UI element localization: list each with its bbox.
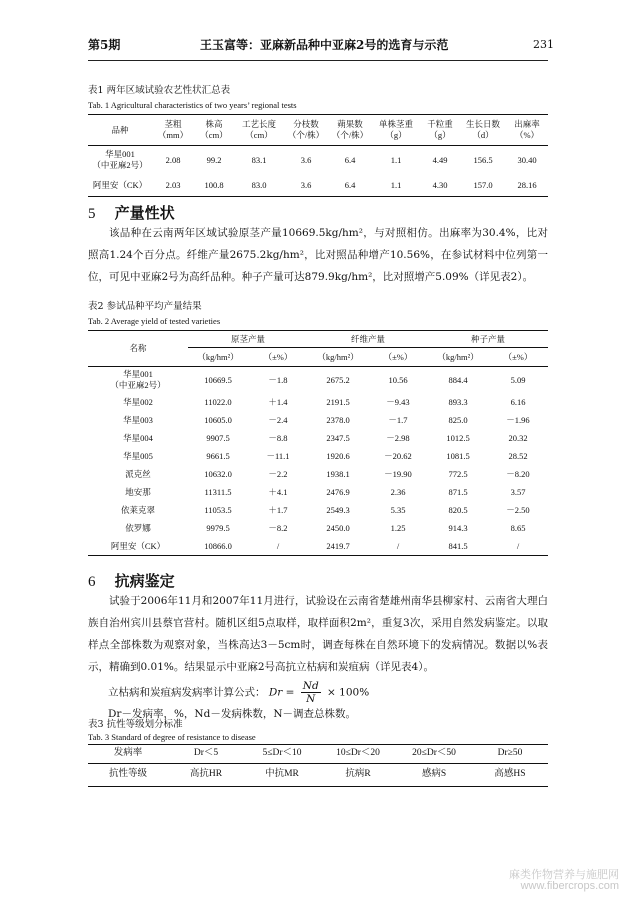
table-row — [88, 411, 548, 429]
table2-cell: 2347.5 — [326, 432, 350, 443]
table1-cell: 1.1 — [390, 179, 402, 190]
table1-cell: 4.30 — [432, 179, 448, 190]
table2-name-cell: 华星002 — [123, 396, 153, 407]
table1-header-row — [88, 115, 548, 146]
table3-cell: 10≤Dr＜20 — [320, 745, 396, 764]
section6-number: 6 — [88, 574, 96, 590]
table2-cell: 10.56 — [388, 374, 408, 385]
formula-lhs: Dr = — [268, 686, 295, 699]
table2-cell: 9907.5 — [206, 432, 230, 443]
table2-name-cell: 华星003 — [123, 414, 153, 425]
table2-name-cell: 华星005 — [123, 450, 153, 461]
table2-cell: 1012.5 — [446, 432, 470, 443]
section5-title: 产量性状 — [114, 204, 175, 222]
table2-cell: 1081.5 — [446, 450, 470, 461]
section5-body — [88, 222, 548, 288]
table1-cell: 6.4 — [344, 179, 356, 190]
table1-cell: 157.0 — [473, 179, 493, 190]
table2-cell: 884.4 — [448, 374, 468, 385]
table2-cell: 11311.5 — [204, 486, 232, 497]
watermark-url: www.fibercrops.com — [520, 880, 619, 892]
page-number: 231 — [533, 38, 554, 51]
table3 — [88, 744, 548, 787]
table2-cell: 10866.0 — [204, 540, 232, 551]
section6-body — [88, 590, 548, 678]
table1-cell: 99.2 — [206, 154, 222, 165]
table2-cell: 2419.7 — [326, 540, 350, 551]
table2-cell: 1920.6 — [326, 450, 350, 461]
table-row — [88, 764, 548, 787]
table3-row-label: 抗性等级 — [108, 769, 147, 780]
table3-cell: 抗病R — [345, 769, 371, 780]
table2-cell: 10632.0 — [204, 468, 232, 479]
table2-group-header: 原茎产量 — [188, 331, 308, 348]
table1-cell: 3.6 — [300, 154, 312, 165]
table2-cell: －1.7 — [388, 414, 408, 425]
table2-cell: 820.5 — [448, 504, 468, 515]
table2-subheader: （kg/hm²） — [317, 351, 359, 362]
table1-cell: 30.40 — [517, 154, 537, 165]
watermark-title: 麻类作物营养与施肥网 — [509, 868, 619, 881]
table2-caption-cn: 表2 参试品种平均产量结果 — [88, 301, 202, 312]
table-row — [88, 465, 548, 483]
table3-cell: 感病S — [421, 769, 447, 780]
section5-number: 5 — [88, 206, 96, 222]
table2-cell: / — [276, 540, 280, 551]
table2-cell: / — [396, 540, 400, 551]
table3-cell: Dr＜5 — [168, 745, 244, 764]
table2-cell: 10669.5 — [204, 374, 232, 385]
table1-header-cell: 出麻率 （%） — [514, 119, 540, 140]
table-row — [88, 745, 548, 764]
table1-header-cell: 株高 （cm） — [200, 119, 228, 140]
table-row — [88, 537, 548, 556]
table1-cell: 2.03 — [165, 179, 181, 190]
table1-cell: 2.08 — [165, 154, 181, 165]
table2-cell: －2.98 — [386, 432, 410, 443]
table2-subheader: （kg/hm²） — [197, 351, 239, 362]
table2-group-header: 纤维产量 — [308, 331, 428, 348]
section5-paragraph: 该品种在云南两年区域试验原茎产量10669.5kg/hm²，与对照相仿。出麻率为30.4%，比对照高1.24个百分点。纤维产量2675.2kg/hm²，比对照品种增产10.56%，在参试材料中位列第一位，可见中亚麻2号为高纤品种。种子产量可达879.9kg/hm²，比对照增产5.09%（详见表2）。 — [88, 227, 548, 283]
table2-subheader: （kg/hm²） — [437, 351, 479, 362]
table2-cell: －2.2 — [268, 468, 288, 479]
table3-cell: 高抗HR — [189, 769, 223, 780]
table2-cell: 1938.1 — [326, 468, 350, 479]
table2-cell: 1.25 — [390, 522, 406, 533]
table2-cell: 20.32 — [508, 432, 528, 443]
table2-cell: 893.3 — [448, 396, 468, 407]
table2-cell: 3.57 — [510, 486, 526, 497]
table2-cell: －11.1 — [266, 450, 290, 461]
table2-cell: 8.65 — [510, 522, 526, 533]
formula-line — [108, 680, 369, 705]
table-row — [88, 174, 548, 197]
table2-cell: 28.52 — [508, 450, 528, 461]
table1-cell: 83.0 — [251, 179, 267, 190]
table2-cell: －2.4 — [268, 414, 288, 425]
table2-name-cell: 派克丝 — [125, 468, 151, 479]
table1-header-cell: 单株茎重 （g） — [378, 119, 413, 140]
table-row — [88, 501, 548, 519]
table2-cell: 9661.5 — [206, 450, 230, 461]
table1-cell: 28.16 — [517, 179, 537, 190]
table1-cell: 100.8 — [204, 179, 224, 190]
running-title: 王玉富等：亚麻新品种中亚麻2号的选育与示范 — [200, 38, 449, 52]
issue-label: 第5期 — [88, 38, 121, 52]
formula-definition: Dr－发病率，%，Nd－发病株数，N－调查总株数。 — [108, 708, 357, 720]
table2-subheader: （±%） — [503, 351, 533, 362]
table1-header-cell: 品种 — [111, 124, 129, 135]
table1-header-cell: 蒴果数 （个/株） — [331, 119, 369, 140]
table1-header-cell: 千粒重 （g） — [427, 119, 453, 140]
header-rule — [88, 60, 548, 61]
table2-name-cell: 华星004 — [123, 432, 153, 443]
formula-rhs: × 100% — [327, 686, 370, 699]
table1-variety-cell: 阿里安（CK） — [92, 179, 148, 190]
table2-cell: / — [516, 540, 520, 551]
table2-cell: ＋1.7 — [268, 504, 288, 515]
table3-cell: 5≤Dr＜10 — [244, 745, 320, 764]
table2-cell: 10605.0 — [204, 414, 232, 425]
table2-cell: －1.96 — [506, 414, 530, 425]
table3-cell: 中抗MR — [265, 769, 299, 780]
table-row — [88, 447, 548, 465]
table2-cell: 2191.5 — [326, 396, 350, 407]
formula-fraction — [301, 680, 321, 705]
table2-group-row — [88, 331, 548, 348]
table1-header-cell: 工艺长度 （cm） — [241, 119, 276, 140]
table2-cell: 2.36 — [390, 486, 406, 497]
table3-cell: 20≤Dr＜50 — [396, 745, 472, 764]
table2-cell: ＋1.4 — [268, 396, 288, 407]
table2-cell: －8.20 — [506, 468, 530, 479]
table2-cell: －19.90 — [384, 468, 412, 479]
table3-caption-cn: 表3 抗性等级划分标准 — [88, 719, 183, 730]
table-row — [88, 146, 548, 175]
table2-cell: 914.3 — [448, 522, 468, 533]
table2-name-cell: 华星001 （中亚麻2号） — [110, 369, 166, 390]
table2-cell: －1.8 — [268, 374, 288, 385]
formula-lead: 立枯病和炭疽病发病率计算公式： — [108, 686, 266, 699]
table2-cell: －20.62 — [384, 450, 412, 461]
table2-cell: 2476.9 — [326, 486, 350, 497]
table2-cell: 2675.2 — [326, 374, 350, 385]
table2-cell: 841.5 — [448, 540, 468, 551]
table2-cell: 2549.3 — [326, 504, 350, 515]
table2-subheader: （±%） — [263, 351, 293, 362]
section6-paragraph: 试验于2006年11月和2007年11月进行，试验设在云南省楚雄州南华县柳家村、云南省大理白族自治州宾川县蔡官营村。随机区组5点取样，取样面积2m²，重复3次，采用自然发病鉴定。以取样点全部株数为观察对象，当株高达3－5cm时，调查每株在自然环境下的发病情况。数据以%表示，精确到0.01%。结果显示中亚麻2号高抗立枯病和炭疽病（详见表4）。 — [88, 595, 548, 673]
table2-cell: 871.5 — [448, 486, 468, 497]
table2-cell: －9.43 — [386, 396, 410, 407]
section5-heading — [88, 202, 175, 223]
table-row — [88, 393, 548, 411]
table2-name-cell: 依罗娜 — [125, 522, 151, 533]
table1-header-cell: 茎粗 （mm） — [157, 119, 189, 140]
table-row — [88, 429, 548, 447]
table-row — [88, 519, 548, 537]
table2-cell: 2450.0 — [326, 522, 350, 533]
table2-name-cell: 依莱克翠 — [120, 504, 155, 515]
table3-cell: Dr≥50 — [472, 745, 548, 764]
table1-cell: 4.49 — [432, 154, 448, 165]
table1-caption-cn: 表1 两年区域试验农艺性状汇总表 — [88, 85, 231, 96]
table2-name-header: 名称 — [129, 343, 147, 354]
table1-header-cell: 分枝数 （个/株） — [287, 119, 325, 140]
table2-cell: 825.0 — [448, 414, 468, 425]
table2-cell: －8.8 — [268, 432, 288, 443]
table3-caption-en: Tab. 3 Standard of degree of resistance to disease — [88, 732, 256, 742]
formula-numerator: Nd — [302, 680, 319, 692]
formula-denominator: N — [306, 693, 316, 705]
table2-cell: －8.2 — [268, 522, 288, 533]
table1-cell: 83.1 — [251, 154, 267, 165]
table2-subheader: （±%） — [383, 351, 413, 362]
section6-heading — [88, 570, 175, 591]
table2-cell: －2.50 — [506, 504, 530, 515]
table1-cell: 156.5 — [473, 154, 493, 165]
table1 — [88, 114, 548, 197]
table2-name-cell: 地安那 — [125, 486, 151, 497]
table2-cell: 2378.0 — [326, 414, 350, 425]
section6-title: 抗病鉴定 — [114, 572, 175, 590]
table2-cell: 11022.0 — [204, 396, 232, 407]
table2-cell: 5.35 — [390, 504, 406, 515]
table2-cell: 11053.5 — [204, 504, 232, 515]
table3-cell: 高感HS — [494, 769, 526, 780]
table1-variety-cell: 华星001 （中亚麻2号） — [92, 149, 148, 170]
table2-caption-en: Tab. 2 Average yield of tested varieties — [88, 316, 221, 326]
table2-cell: 772.5 — [448, 468, 468, 479]
table1-cell: 1.1 — [390, 154, 402, 165]
table2-name-cell: 阿里安（CK） — [110, 540, 166, 551]
table-row — [88, 483, 548, 501]
table2-cell: 5.09 — [510, 374, 526, 385]
table2 — [88, 330, 548, 556]
table2-cell: 9979.5 — [206, 522, 230, 533]
table2-group-header: 种子产量 — [428, 331, 548, 348]
table1-cell: 3.6 — [300, 179, 312, 190]
table1-cell: 6.4 — [344, 154, 356, 165]
table1-caption-en: Tab. 1 Agricultural characteristics of two years’ regional tests — [88, 100, 297, 110]
table2-cell: 6.16 — [510, 396, 526, 407]
table2-cell: ＋4.1 — [268, 486, 288, 497]
table1-header-cell: 生长日数 （d） — [465, 119, 500, 140]
table3-row-label: 发病率 — [88, 745, 168, 764]
table-row — [88, 367, 548, 394]
